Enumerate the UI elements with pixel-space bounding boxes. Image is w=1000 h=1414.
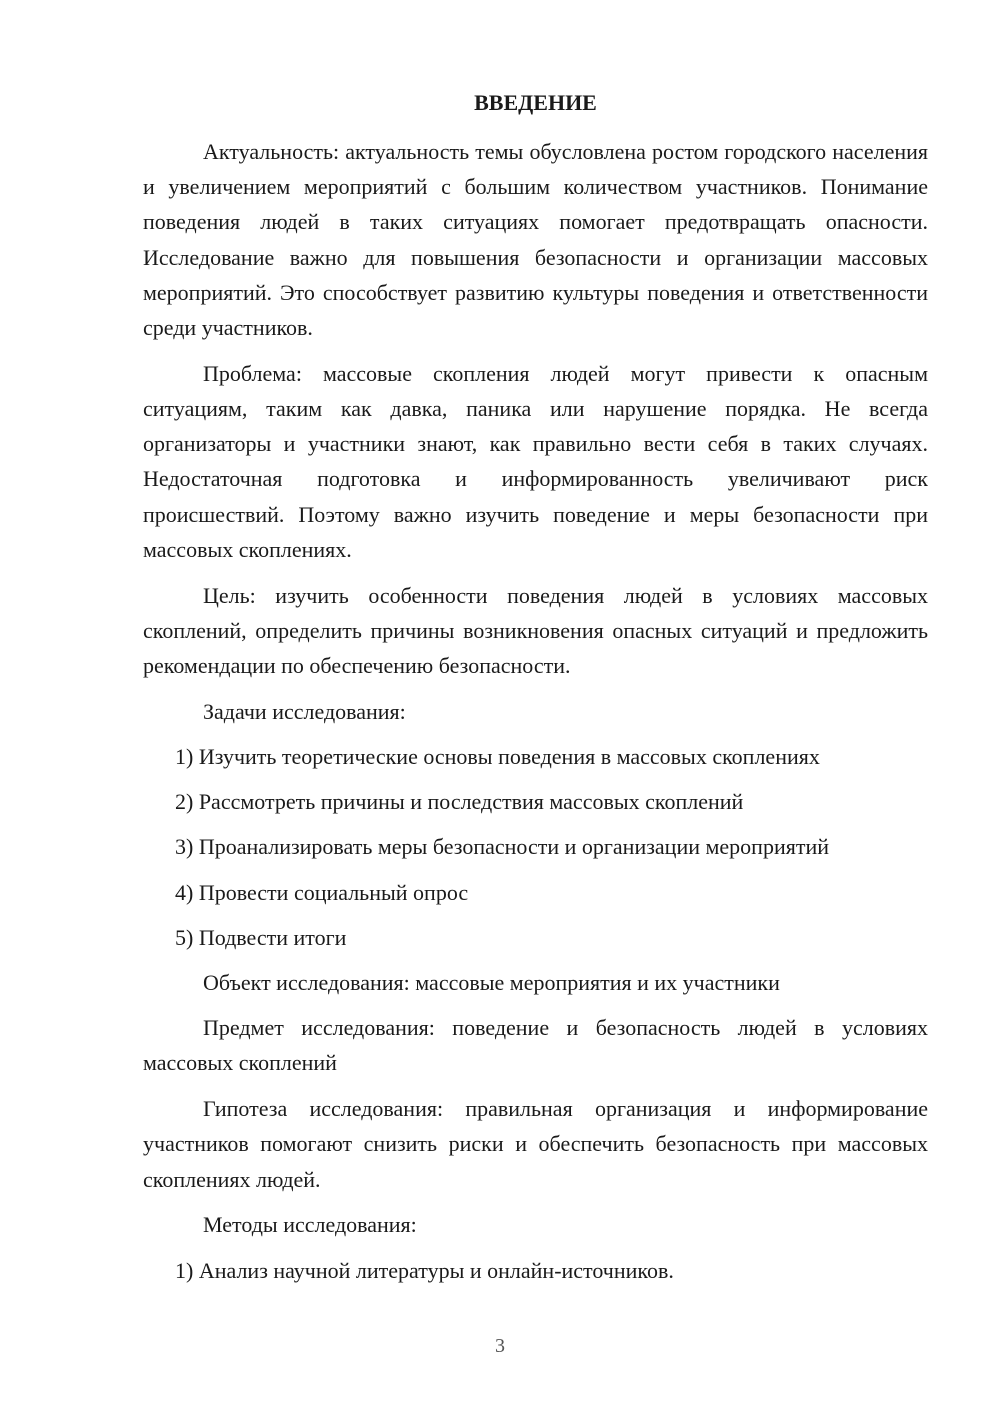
hypothesis-paragraph: Гипотеза исследования: правильная организация и информирование участников помогают снизить риски и обеспечить безопасность при массовых скоплениях людей.	[143, 1096, 928, 1192]
relevance-paragraph: Актуальность: актуальность темы обусловлена ростом городского населения и увеличением мероприятий с большим количеством участников. Понимание поведения людей в таких ситуациях помогает предотвращать опасности. Исследование важно для повышения безопасности и организации массовых мероприятий. Это способствует развитию культуры поведения и ответственности среди участников.	[143, 139, 928, 341]
methods-heading: Методы исследования:	[203, 1212, 417, 1238]
list-item: 3) Проанализировать меры безопасности и организации мероприятий	[175, 834, 830, 860]
document-page	[143, 90, 928, 1298]
list-item: 5) Подвести итоги	[175, 924, 347, 950]
subject-paragraph: Предмет исследования: поведение и безопасность людей в условиях массовых скоплений	[143, 1015, 928, 1076]
goal-paragraph: Цель: изучить особенности поведения людей в условиях массовых скоплений, определить причины возникновения опасных ситуаций и предложить рекомендации по обеспечению безопасности.	[143, 582, 928, 679]
tasks-heading: Задачи исследования:	[203, 698, 406, 724]
problem-paragraph: Проблема: массовые скопления людей могут привести к опасным ситуациям, таким как давка, паника или нарушение порядка. Не всегда организаторы и участники знают, как правильно вести себя в таких случаях. Недостаточная подготовка и информированность увеличивают риск происшествий. Поэтому важно изучить поведение и меры безопасности при массовых скоплениях.	[143, 360, 928, 562]
page-title: ВВЕДЕНИЕ	[474, 90, 597, 115]
object-paragraph: Объект исследования: массовые мероприятия и их участники	[203, 970, 780, 996]
methods-list	[143, 1253, 928, 1288]
list-item: 1) Изучить теоретические основы поведения в массовых скоплениях	[175, 744, 820, 770]
page-number: 3	[495, 1335, 505, 1357]
list-item: 1) Анализ научной литературы и онлайн-источников.	[175, 1257, 674, 1283]
list-item: 2) Рассмотреть причины и последствия массовых скоплений	[175, 789, 744, 815]
list-item: 4) Провести социальный опрос	[175, 879, 469, 905]
tasks-list	[143, 739, 928, 955]
